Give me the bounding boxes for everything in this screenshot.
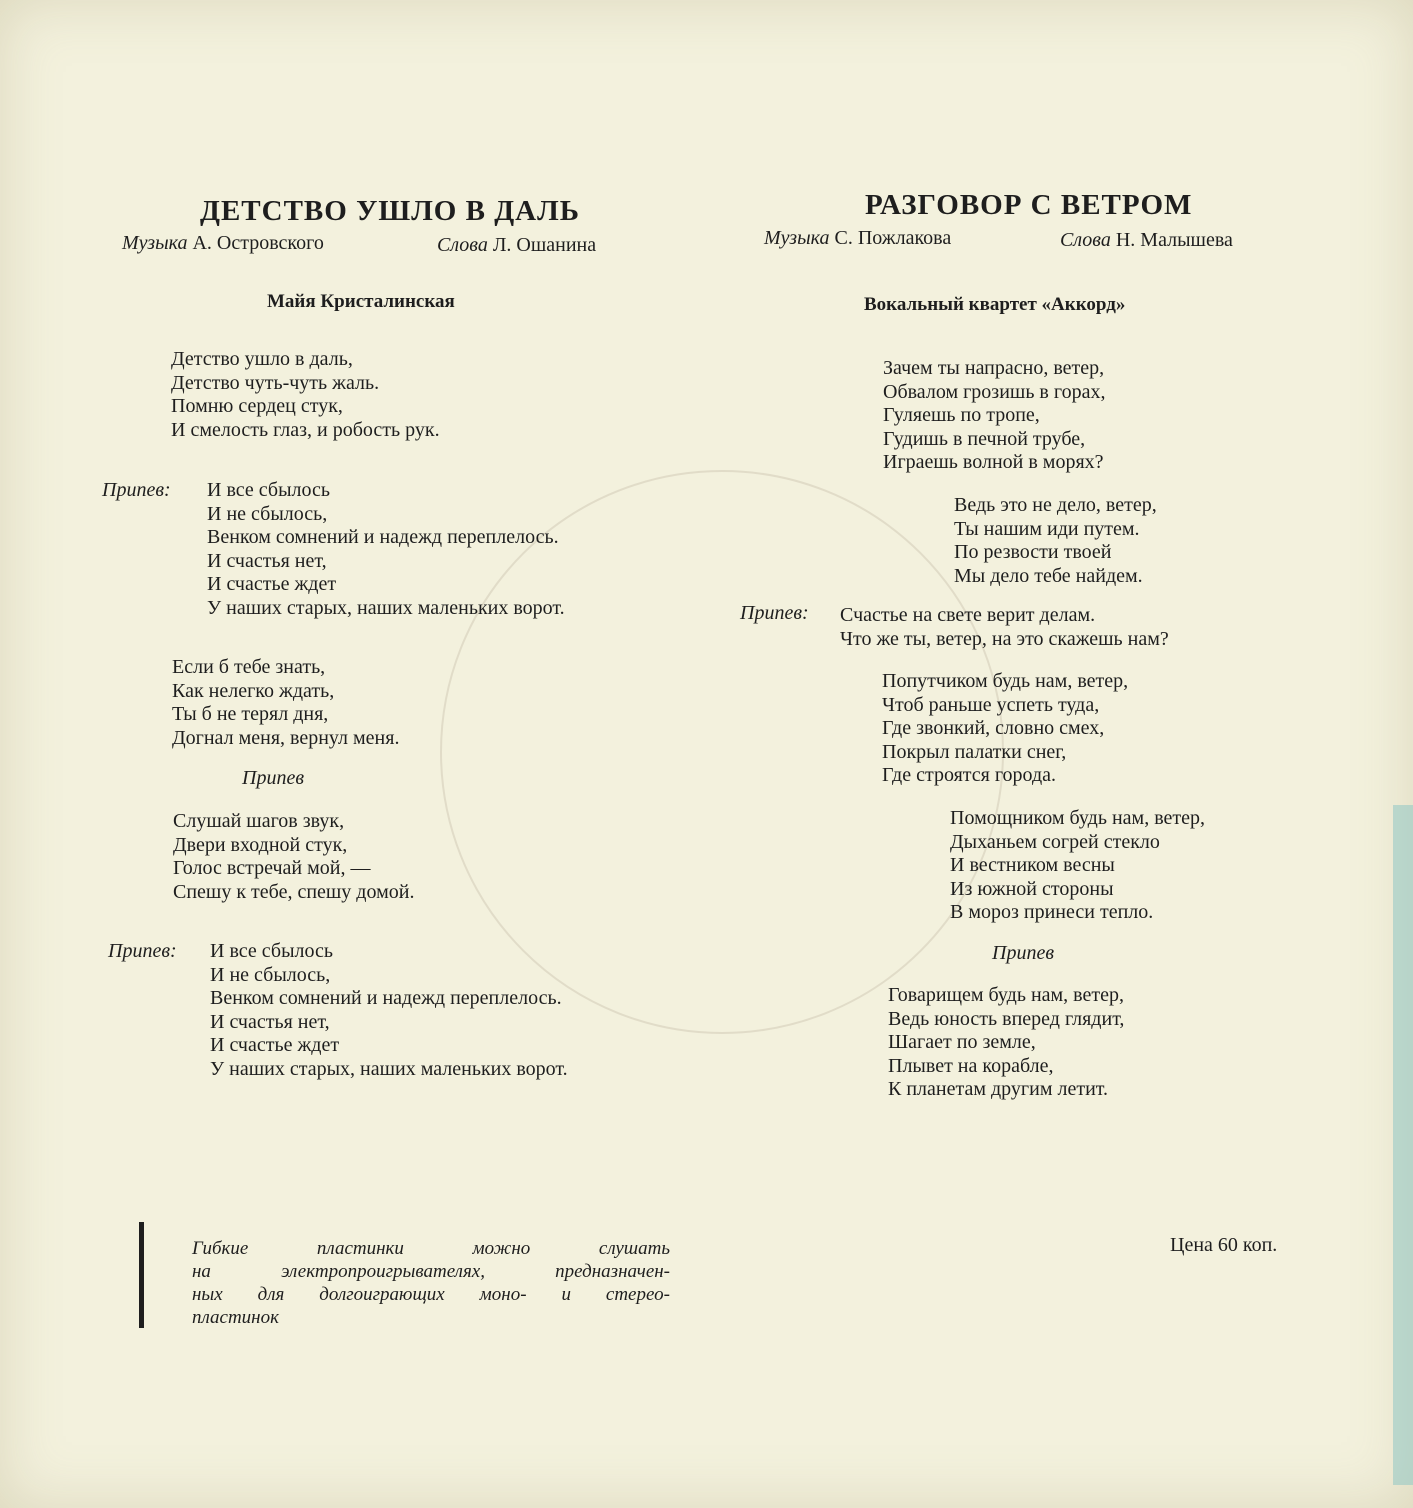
lyric-line: Помню сердец стук, bbox=[171, 395, 343, 417]
lyric-line: У наших старых, наших маленьких ворот. bbox=[210, 1057, 568, 1080]
lyric-line: Что же ты, ветер, на это скажешь нам? bbox=[840, 627, 1169, 650]
lyric-line: Как нелегко ждать, bbox=[172, 679, 335, 702]
lyric-line: Где строятся города. bbox=[882, 764, 1057, 786]
lyric-line: В мороз принеси тепло. bbox=[950, 901, 1154, 923]
note-line: пластинок bbox=[192, 1307, 279, 1328]
lyric-line: К планетам другим летит. bbox=[888, 1078, 1109, 1100]
lyric-line: Детство чуть-чуть жаль. bbox=[171, 371, 380, 394]
note-line: Гибкие пластинки можно слушать bbox=[192, 1238, 670, 1259]
left-song-music-credit bbox=[122, 232, 324, 255]
right-verse-4 bbox=[950, 807, 1205, 925]
lyric-line: У наших старых, наших маленьких ворот. bbox=[207, 596, 565, 619]
right-song-music-credit bbox=[764, 227, 951, 250]
lyric-line: Где звонкий, словно смех, bbox=[882, 717, 1105, 739]
lyric-line: Ведь юность вперед глядит, bbox=[888, 1007, 1125, 1030]
lyric-line: И счастья нет, bbox=[207, 549, 327, 572]
lyric-line: И не сбылось, bbox=[210, 963, 331, 986]
left-verse-2 bbox=[172, 656, 399, 750]
right-song-words-credit bbox=[1060, 229, 1233, 252]
right-chorus-ref: Припев bbox=[992, 942, 1055, 964]
lyric-line: И счастье ждет bbox=[210, 1034, 340, 1056]
cover-edge-stripe bbox=[1393, 805, 1413, 1485]
music-label: Музыка bbox=[764, 227, 830, 249]
music-author: С. Пожлакова bbox=[834, 227, 952, 249]
lyric-line: Покрыл палатки снег, bbox=[882, 740, 1067, 763]
left-chorus-label: Припев: bbox=[102, 479, 171, 501]
lyric-line: Спешу к тебе, спешу домой. bbox=[173, 880, 415, 903]
lyric-line: Плывет на корабле, bbox=[888, 1054, 1054, 1077]
note-line: ных для долгоиграющих моно- и стерео- bbox=[192, 1284, 670, 1305]
music-label: Музыка bbox=[122, 232, 188, 254]
playback-note bbox=[192, 1237, 670, 1329]
right-chorus bbox=[840, 604, 1169, 651]
lyric-line: Если б тебе знать, bbox=[172, 656, 326, 678]
lyric-line: И все сбылось bbox=[210, 940, 333, 962]
lyric-line: По резвости твоей bbox=[954, 541, 1112, 563]
left-song-performer: Майя Кристалинская bbox=[267, 291, 455, 312]
right-verse-5 bbox=[888, 984, 1124, 1102]
lyric-line: Мы дело тебе найдем. bbox=[954, 564, 1143, 587]
lyric-line: Двери входной стук, bbox=[173, 833, 348, 856]
lyric-line: Гудишь в печной трубе, bbox=[883, 427, 1086, 450]
left-chorus-ref: Припев bbox=[242, 767, 305, 789]
lyric-line: И вестником весны bbox=[950, 854, 1115, 876]
right-verse-1 bbox=[883, 357, 1105, 475]
lyric-line: Помощником будь нам, ветер, bbox=[950, 807, 1206, 829]
price-label: Цена 60 коп. bbox=[1170, 1234, 1278, 1256]
lyric-line: Ты б не терял дня, bbox=[172, 703, 329, 725]
lyric-line: И счастья нет, bbox=[210, 1010, 330, 1033]
lyric-line: Играешь волной в морях? bbox=[883, 451, 1104, 473]
left-chorus-2 bbox=[210, 940, 568, 1081]
left-song-words-credit bbox=[437, 234, 596, 257]
lyric-line: Ты нашим иди путем. bbox=[954, 517, 1140, 540]
lyric-line: Обвалом грозишь в горах, bbox=[883, 380, 1106, 403]
lyric-line: Венком сомнений и надежд переплелось. bbox=[210, 987, 562, 1009]
lyric-line: Дыханьем согрей стекло bbox=[950, 830, 1160, 853]
right-chorus-label: Припев: bbox=[740, 602, 809, 624]
lyric-line: Чтоб раньше успеть туда, bbox=[882, 693, 1100, 716]
right-song-title: РАЗГОВОР С ВЕТРОМ bbox=[865, 189, 1193, 221]
lyric-line: И все сбылось bbox=[207, 479, 330, 501]
words-label: Слова bbox=[437, 234, 488, 256]
lyric-line: Гуляешь по тропе, bbox=[883, 404, 1040, 426]
lyric-line: Из южной стороны bbox=[950, 877, 1114, 900]
lyric-line: Зачем ты напрасно, ветер, bbox=[883, 357, 1105, 379]
note-line: на электропроигрывателях, предназначен- bbox=[192, 1261, 670, 1282]
lyric-line: Счастье на свете верит делам. bbox=[840, 604, 1096, 626]
note-margin-bar bbox=[139, 1222, 144, 1328]
lyric-line: И смелость глаз, и робость рук. bbox=[171, 418, 440, 441]
lyric-line: Шагает по земле, bbox=[888, 1031, 1036, 1053]
lyric-line: Попутчиком будь нам, ветер, bbox=[882, 670, 1129, 692]
music-author: А. Островского bbox=[192, 232, 324, 254]
words-author: Л. Ошанина bbox=[492, 234, 597, 256]
lyric-line: Догнал меня, вернул меня. bbox=[172, 726, 400, 749]
lyric-line: Слушай шагов звук, bbox=[173, 810, 345, 832]
lyric-line: Венком сомнений и надежд переплелось. bbox=[207, 526, 559, 548]
lyric-line: Ведь это не дело, ветер, bbox=[954, 494, 1157, 516]
words-label: Слова bbox=[1060, 229, 1111, 251]
right-verse-3 bbox=[882, 670, 1128, 788]
right-song-performer: Вокальный квартет «Аккорд» bbox=[864, 294, 1126, 315]
lyric-line: И не сбылось, bbox=[207, 502, 328, 525]
left-chorus-1 bbox=[207, 479, 565, 620]
lyric-line: И счастье ждет bbox=[207, 573, 337, 595]
lyric-line: Голос встречай мой, — bbox=[173, 857, 371, 879]
lyric-line: Детство ушло в даль, bbox=[171, 348, 353, 370]
words-author: Н. Малышева bbox=[1115, 229, 1233, 251]
right-verse-2 bbox=[954, 494, 1157, 588]
left-verse-1 bbox=[171, 348, 440, 442]
left-verse-3 bbox=[173, 810, 414, 904]
left-song-title: ДЕТСТВО УШЛО В ДАЛЬ bbox=[200, 195, 580, 227]
lyric-line: Говарищем будь нам, ветер, bbox=[888, 984, 1125, 1006]
left-chorus-label-2: Припев: bbox=[108, 940, 177, 962]
